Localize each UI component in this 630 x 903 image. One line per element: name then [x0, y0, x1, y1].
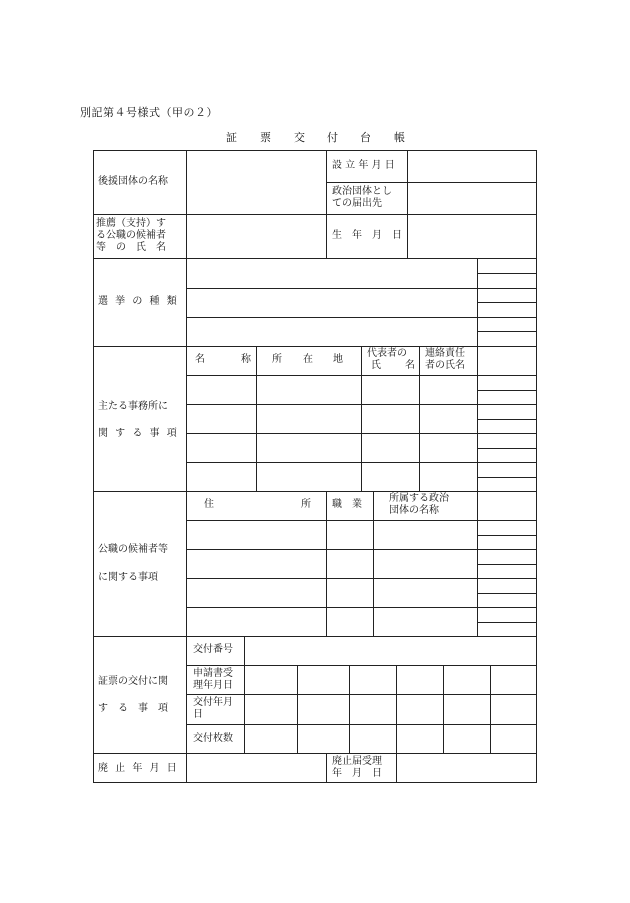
- cell-divider: [297, 665, 298, 753]
- row-divider: [477, 549, 537, 550]
- office-section-label: 主たる事務所に: [98, 401, 168, 412]
- section-divider: [93, 258, 537, 259]
- candidate-col-party: 所属する政治: [389, 493, 449, 504]
- title-char: 付: [327, 131, 338, 144]
- right-column-divider: [477, 258, 478, 636]
- cell-divider: [326, 150, 327, 258]
- office-col-representative: 氏: [371, 360, 381, 371]
- title-char: 交: [294, 131, 305, 144]
- row-divider: [186, 549, 477, 550]
- section-divider: [93, 214, 537, 215]
- row-divider: [477, 593, 537, 594]
- cell-divider: [349, 665, 350, 753]
- table-border: [93, 150, 537, 151]
- office-col-location: 所: [272, 354, 282, 365]
- issue-number-label: 交付番号: [193, 644, 233, 655]
- row-divider: [186, 724, 537, 725]
- row-divider: [477, 404, 537, 405]
- recommended-candidate-label: る公職の候補者: [96, 230, 166, 241]
- row-divider: [186, 317, 477, 318]
- candidate-section-label: 公職の候補者等: [98, 544, 168, 555]
- cell-divider: [326, 491, 327, 636]
- title-char: 帳: [394, 131, 405, 144]
- table-border: [93, 782, 537, 783]
- row-divider: [477, 607, 537, 608]
- section-divider: [93, 753, 537, 754]
- office-col-name: 名: [195, 354, 205, 365]
- cell-divider: [419, 346, 420, 491]
- cell-divider: [361, 346, 362, 491]
- row-divider: [186, 375, 477, 376]
- row-divider: [186, 578, 477, 579]
- row-divider: [477, 390, 537, 391]
- title-char: 証: [226, 131, 237, 144]
- section-divider: [93, 491, 537, 492]
- row-divider: [477, 578, 537, 579]
- cell-divider: [373, 491, 374, 636]
- birth-date-label: 生 年 月 日: [332, 230, 402, 241]
- abolition-date-label: 廃 止 年 月 日: [98, 763, 179, 774]
- office-col-contact: 連絡責任: [425, 348, 465, 359]
- row-divider: [186, 288, 477, 289]
- row-divider: [477, 448, 537, 449]
- candidate-col-occupation: 職 業: [332, 499, 362, 510]
- political-notice-label: ての届出先: [332, 198, 382, 209]
- cell-divider: [443, 665, 444, 753]
- row-divider: [186, 520, 477, 521]
- recommended-candidate-label: 推薦（支持）す: [96, 218, 166, 229]
- row-divider: [477, 535, 537, 536]
- candidate-col-address: 所: [301, 499, 311, 510]
- row-divider: [186, 665, 537, 666]
- row-divider: [477, 317, 537, 318]
- cell-divider: [490, 665, 491, 753]
- row-divider: [477, 433, 537, 434]
- application-date-label: 理年月日: [193, 680, 233, 691]
- office-col-contact: 者の氏名: [425, 360, 465, 371]
- issuance-section-label: す る 事 項: [98, 703, 168, 714]
- issue-count-label: 交付枚数: [193, 733, 233, 744]
- abolition-receipt-label: 年 月 日: [332, 768, 382, 779]
- label-column-divider: [186, 150, 187, 783]
- candidate-col-party: 団体の名称: [389, 505, 439, 516]
- issue-date-label: 交付年月: [193, 697, 233, 708]
- abolition-receipt-label: 廃止届受理: [332, 756, 382, 767]
- row-divider: [477, 331, 537, 332]
- row-divider: [186, 462, 477, 463]
- issuance-section-label: 証票の交付に関: [98, 676, 168, 687]
- section-divider: [93, 346, 537, 347]
- row-divider: [477, 462, 537, 463]
- table-border: [93, 150, 94, 783]
- row-divider: [477, 302, 537, 303]
- row-divider: [477, 273, 537, 274]
- office-section-label: 関 す る 事 項: [98, 428, 179, 439]
- row-divider: [477, 477, 537, 478]
- section-divider: [93, 636, 537, 637]
- row-divider: [477, 622, 537, 623]
- row-divider: [186, 607, 477, 608]
- cell-divider: [407, 150, 408, 258]
- election-type-label: 選 挙 の 種 類: [98, 296, 179, 307]
- establishment-date-label: 設 立 年 月 日: [332, 160, 395, 171]
- cell-divider: [396, 665, 397, 753]
- title-char: 台: [360, 131, 371, 144]
- application-date-label: 申請書受: [193, 668, 233, 679]
- office-col-location: 在: [303, 354, 313, 365]
- row-divider: [477, 375, 537, 376]
- issue-date-label: 日: [193, 709, 203, 720]
- office-col-representative: 代表者の: [367, 348, 407, 359]
- row-divider: [186, 694, 537, 695]
- row-divider: [477, 520, 537, 521]
- candidate-section-label: に関する事項: [98, 572, 158, 583]
- cell-divider: [326, 182, 537, 183]
- cell-divider: [326, 753, 327, 783]
- row-divider: [186, 404, 477, 405]
- office-col-location: 地: [333, 354, 343, 365]
- office-col-name: 称: [241, 354, 251, 365]
- cell-divider: [396, 753, 397, 783]
- office-col-representative: 名: [405, 360, 415, 371]
- candidate-col-address: 住: [204, 499, 214, 510]
- row-divider: [477, 419, 537, 420]
- title-char: 票: [260, 131, 271, 144]
- support-group-name-label: 後援団体の名称: [98, 176, 168, 187]
- political-notice-label: 政治団体とし: [332, 186, 392, 197]
- row-divider: [477, 288, 537, 289]
- cell-divider: [256, 346, 257, 491]
- recommended-candidate-label: 等 の 氏 名: [96, 242, 166, 253]
- table-border: [536, 150, 537, 783]
- row-divider: [477, 564, 537, 565]
- form-number: 別記第４号様式（甲の２）: [80, 106, 218, 119]
- row-divider: [186, 433, 477, 434]
